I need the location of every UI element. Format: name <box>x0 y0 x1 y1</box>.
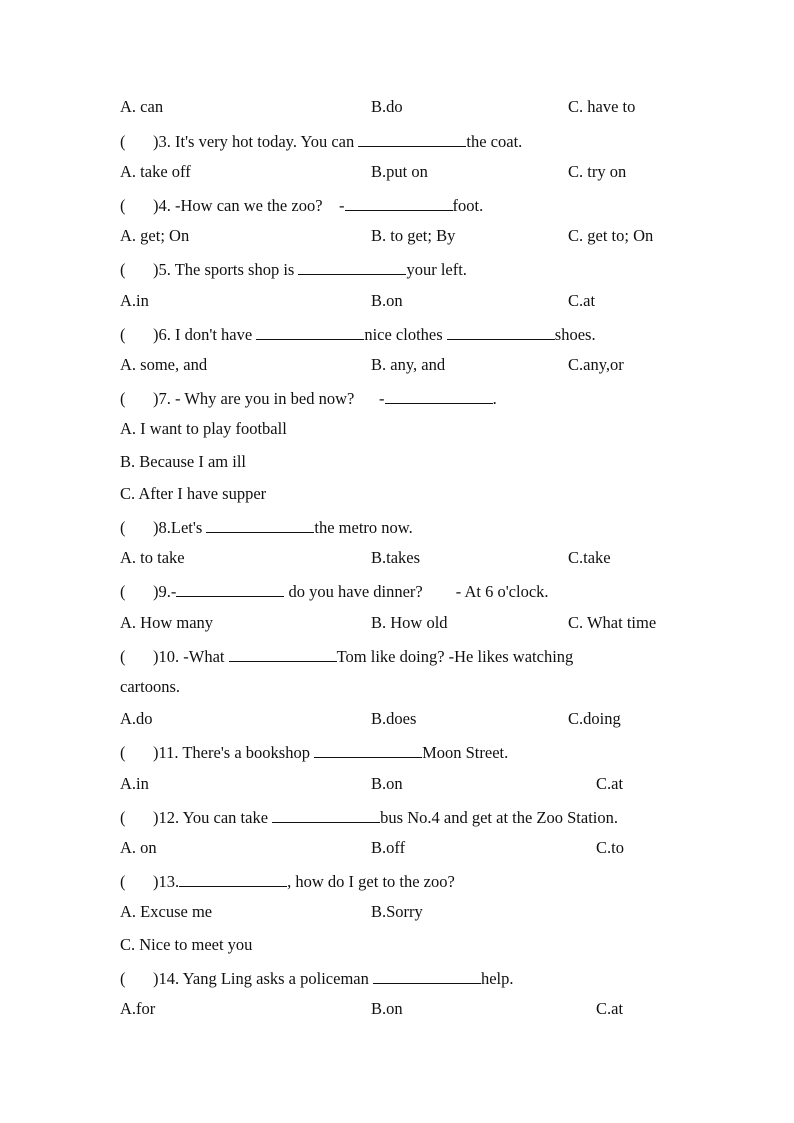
q4-option-c: C. get to; On <box>568 226 654 245</box>
q3-option-c: C. try on <box>568 162 627 181</box>
q14-option-b: B.on <box>371 999 403 1018</box>
q8-option-c: C.take <box>568 548 611 567</box>
q13-option-c: C. Nice to meet you <box>120 935 253 954</box>
answer-blank[interactable] <box>314 743 422 758</box>
question-8: ( )8.Let's the metro now. <box>120 518 413 537</box>
q5-option-b: B.on <box>371 291 403 310</box>
q6-option-c: C.any,or <box>568 355 624 374</box>
answer-blank[interactable] <box>345 196 453 211</box>
answer-blank[interactable] <box>206 518 314 533</box>
question-10: ( )10. -What Tom like doing? -He likes watching <box>120 647 574 666</box>
question-10-continued: cartoons. <box>120 677 181 696</box>
q6-option-b: B. any, and <box>371 355 446 374</box>
q14-option-a: A.for <box>120 999 156 1018</box>
answer-blank[interactable] <box>447 325 555 340</box>
q7-option-a: A. I want to play football <box>120 419 287 438</box>
answer-paren: ( <box>120 518 126 537</box>
q4-option-b: B. to get; By <box>371 226 456 245</box>
answer-blank[interactable] <box>229 647 337 662</box>
q8-option-b: B.takes <box>371 548 421 567</box>
q11-option-a: A.in <box>120 774 149 793</box>
answer-paren: ( <box>120 808 126 827</box>
answer-paren: ( <box>120 969 126 988</box>
question-13: ( )13. , how do I get to the zoo? <box>120 872 455 891</box>
q5-option-c: C.at <box>568 291 596 310</box>
q10-option-c: C.doing <box>568 709 621 728</box>
q5-option-a: A.in <box>120 291 149 310</box>
question-11: ( )11. There's a bookshop Moon Street. <box>120 743 509 762</box>
q13-option-a: A. Excuse me <box>120 902 213 921</box>
q2-option-c: C. have to <box>568 97 636 116</box>
q8-option-a: A. to take <box>120 548 185 567</box>
question-7: ( )7. - Why are you in bed now? - . <box>120 389 497 408</box>
q2-option-a: A. can <box>120 97 164 116</box>
question-14: ( )14. Yang Ling asks a policeman help. <box>120 969 514 988</box>
answer-blank[interactable] <box>358 132 466 147</box>
answer-blank[interactable] <box>256 325 364 340</box>
answer-blank[interactable] <box>176 582 284 597</box>
answer-paren: ( <box>120 582 126 601</box>
answer-blank[interactable] <box>179 872 287 887</box>
q10-option-a: A.do <box>120 709 153 728</box>
q12-option-a: A. on <box>120 838 157 857</box>
q3-option-b: B.put on <box>371 162 428 181</box>
answer-paren: ( <box>120 260 126 279</box>
answer-blank[interactable] <box>373 969 481 984</box>
q2-option-b: B.do <box>371 97 403 116</box>
answer-paren: ( <box>120 325 126 344</box>
question-9: ( )9.- do you have dinner? - At 6 o'clock. <box>120 582 549 601</box>
q9-option-b: B. How old <box>371 613 448 632</box>
q3-option-a: A. take off <box>120 162 191 181</box>
question-4: ( )4. -How can we the zoo? - foot. <box>120 196 484 215</box>
answer-paren: ( <box>120 647 126 666</box>
q9-option-c: C. What time <box>568 613 657 632</box>
question-12: ( )12. You can take bus No.4 and get at the Zoo Station. <box>120 808 619 827</box>
q10-option-b: B.does <box>371 709 417 728</box>
question-6: ( )6. I don't have nice clothes shoes. <box>120 325 596 344</box>
answer-blank[interactable] <box>298 260 406 275</box>
answer-paren: ( <box>120 196 126 215</box>
q14-option-c: C.at <box>596 999 624 1018</box>
answer-paren: ( <box>120 389 126 408</box>
answer-blank[interactable] <box>272 808 380 823</box>
q4-option-a: A. get; On <box>120 226 190 245</box>
answer-paren: ( <box>120 132 126 151</box>
answer-paren: ( <box>120 743 126 762</box>
q7-option-b: B. Because I am ill <box>120 452 247 471</box>
q11-option-b: B.on <box>371 774 403 793</box>
answer-paren: ( <box>120 872 126 891</box>
q6-option-a: A. some, and <box>120 355 208 374</box>
q13-option-b: B.Sorry <box>371 902 423 921</box>
q9-option-a: A. How many <box>120 613 214 632</box>
q12-option-c: C.to <box>596 838 624 857</box>
question-5: ( )5. The sports shop is your left. <box>120 260 467 279</box>
q12-option-b: B.off <box>371 838 406 857</box>
answer-blank[interactable] <box>385 389 493 404</box>
q7-option-c: C. After I have supper <box>120 484 267 503</box>
question-3: ( )3. It's very hot today. You can the coat. <box>120 132 523 151</box>
q11-option-c: C.at <box>596 774 624 793</box>
